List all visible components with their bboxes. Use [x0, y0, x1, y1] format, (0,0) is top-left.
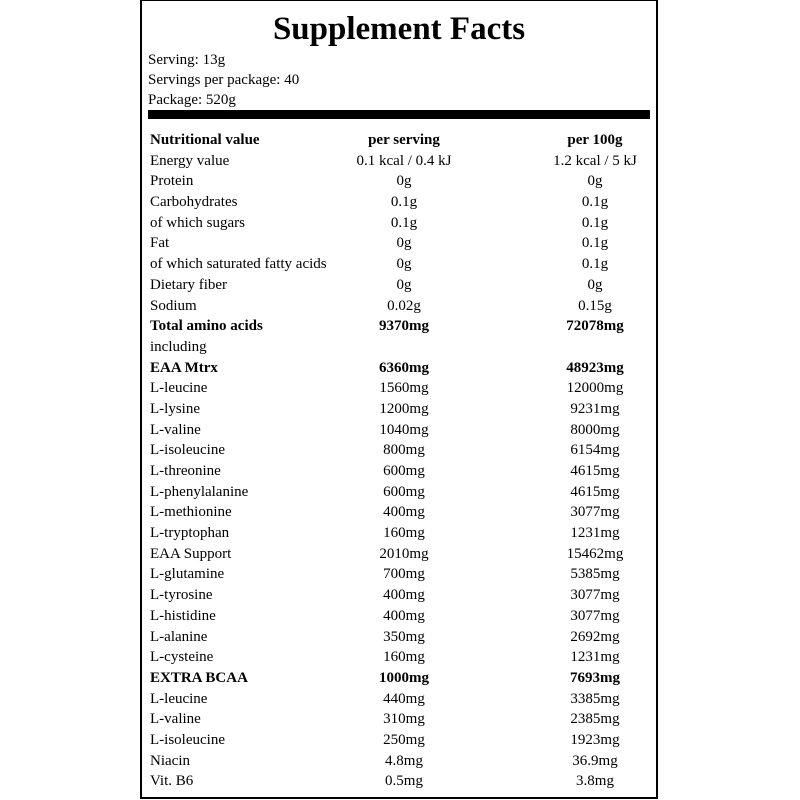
row-per-100g: 0g	[587, 276, 603, 293]
row-name: Protein	[150, 173, 194, 190]
row-per-serving: 0.5mg	[385, 773, 423, 790]
row-per-serving: 0.1 kcal / 0.4 kJ	[356, 152, 452, 169]
table-row	[150, 523, 650, 544]
row-per-serving: 0.1g	[390, 214, 418, 231]
row-name: L-valine	[150, 421, 201, 438]
table-row	[150, 420, 650, 441]
row-name: L-isoleucine	[150, 442, 225, 459]
row-per-100g: 48923mg	[566, 359, 624, 376]
row-name: Total amino acids	[150, 318, 263, 335]
table-row	[150, 151, 650, 172]
row-per-100g: 6154mg	[570, 442, 620, 459]
row-per-serving: 400mg	[383, 587, 425, 604]
row-per-serving: 2010mg	[379, 545, 429, 562]
row-name: Carbohydrates	[150, 194, 238, 211]
row-per-100g: 15462mg	[566, 545, 624, 562]
table-row	[150, 502, 650, 523]
row-name: L-leucine	[150, 690, 208, 707]
row-per-100g: 5385mg	[570, 566, 620, 583]
row-per-serving: 310mg	[383, 711, 425, 728]
row-per-serving: 4.8mg	[385, 752, 423, 769]
row-per-100g: 12000mg	[566, 380, 624, 397]
row-name: Dietary fiber	[150, 276, 228, 293]
row-per-100g: 0.15g	[578, 297, 612, 314]
table-row	[150, 358, 650, 379]
table-row	[150, 606, 650, 627]
row-name: L-tyrosine	[150, 587, 213, 604]
row-name: L-lysine	[150, 400, 200, 417]
row-name: EXTRA BCAA	[150, 669, 248, 686]
row-name: Fat	[150, 235, 170, 252]
table-row	[150, 233, 650, 254]
serving-info	[148, 50, 299, 110]
row-per-serving: 1200mg	[379, 400, 429, 417]
row-per-100g: 0.1g	[581, 256, 609, 273]
row-per-serving: 700mg	[383, 566, 425, 583]
table-row	[150, 337, 650, 358]
table-row	[150, 254, 650, 275]
row-name: L-cysteine	[150, 649, 214, 666]
row-per-serving: 1000mg	[379, 669, 429, 686]
row-per-serving: 0g	[396, 173, 412, 190]
row-per-serving: 1040mg	[379, 421, 429, 438]
row-per-100g: 0.1g	[581, 235, 609, 252]
serving-size: Serving: 13g	[148, 52, 226, 68]
row-name: of which sugars	[150, 214, 245, 231]
row-per-100g: 1.2 kcal / 5 kJ	[553, 152, 637, 169]
table-row	[150, 171, 650, 192]
table-row	[150, 564, 650, 585]
row-per-100g: 0.1g	[581, 214, 609, 231]
row-per-serving: 600mg	[383, 463, 425, 479]
row-per-100g: 72078mg	[566, 318, 624, 335]
row-per-serving: 400mg	[383, 607, 425, 624]
row-name: L-isoleucine	[150, 731, 225, 748]
table-row	[150, 399, 650, 420]
nutrition-table	[150, 130, 650, 792]
table-row	[150, 751, 650, 772]
table-row	[150, 192, 650, 213]
table-row	[150, 668, 650, 689]
row-per-100g: 3.8mg	[576, 773, 614, 790]
table-header	[150, 130, 650, 151]
row-per-100g: 4615mg	[570, 483, 620, 500]
header-per-100g: per 100g	[567, 132, 623, 148]
row-per-serving: 0g	[396, 256, 412, 273]
table-row	[150, 689, 650, 710]
row-per-100g: 1923mg	[570, 731, 620, 748]
row-per-serving: 440mg	[383, 690, 425, 707]
table-row	[150, 730, 650, 751]
table-row	[150, 316, 650, 337]
servings-per-package: Servings per package: 40	[148, 72, 300, 88]
divider-bar	[148, 110, 650, 119]
row-per-100g: 7693mg	[570, 669, 620, 686]
row-per-100g: 3077mg	[570, 587, 620, 604]
row-per-100g: 4615mg	[570, 463, 620, 479]
row-per-100g: 3077mg	[570, 504, 620, 521]
table-row	[150, 585, 650, 606]
row-per-100g: 3077mg	[570, 607, 620, 624]
row-per-serving: 6360mg	[379, 359, 429, 376]
table-row	[150, 647, 650, 668]
table-row	[150, 771, 650, 792]
row-per-100g: 8000mg	[570, 421, 620, 438]
row-per-serving: 9370mg	[379, 318, 429, 335]
row-per-serving: 0g	[396, 235, 412, 252]
table-row	[150, 627, 650, 648]
supplement-facts-panel	[140, 0, 658, 799]
row-name: L-histidine	[150, 607, 216, 624]
row-per-serving: 800mg	[383, 442, 425, 459]
table-row	[150, 296, 650, 317]
row-name: L-threonine	[150, 463, 221, 479]
row-per-serving: 350mg	[383, 628, 425, 645]
table-row	[150, 709, 650, 730]
row-per-100g: 36.9mg	[572, 752, 618, 769]
row-per-serving: 400mg	[383, 504, 425, 521]
header-per-serving: per serving	[368, 132, 440, 148]
row-name: Niacin	[150, 752, 190, 769]
row-per-serving: 0g	[396, 276, 412, 293]
row-name: Vit. B6	[150, 773, 194, 790]
row-name: Sodium	[150, 297, 197, 314]
row-per-serving: 0.02g	[387, 297, 421, 314]
row-per-serving: 0.1g	[390, 194, 418, 211]
table-row	[150, 482, 650, 503]
row-per-100g: 2692mg	[570, 628, 620, 645]
row-per-100g: 0g	[587, 173, 603, 190]
row-name: of which saturated fatty acids	[150, 256, 327, 273]
header-name: Nutritional value	[150, 132, 260, 148]
row-name: L-leucine	[150, 380, 208, 397]
page-title: Supplement Facts	[272, 11, 526, 47]
table-row	[150, 461, 650, 482]
row-name: L-methionine	[150, 504, 232, 521]
row-name: L-phenylalanine	[150, 483, 249, 500]
package-size: Package: 520g	[148, 92, 236, 108]
row-per-100g: 2385mg	[570, 711, 620, 728]
row-name: Energy value	[150, 152, 230, 169]
row-name: L-alanine	[150, 628, 208, 645]
row-per-100g: 1231mg	[570, 649, 620, 666]
table-row	[150, 213, 650, 234]
row-name: L-valine	[150, 711, 201, 728]
row-per-serving: 600mg	[383, 483, 425, 500]
row-per-serving: 160mg	[383, 649, 425, 666]
row-name: including	[150, 338, 207, 355]
row-per-100g: 0.1g	[581, 194, 609, 211]
table-row	[150, 275, 650, 296]
row-per-serving: 1560mg	[379, 380, 429, 397]
row-name: L-tryptophan	[150, 525, 230, 542]
row-per-100g: 3385mg	[570, 690, 620, 707]
row-name: L-glutamine	[150, 566, 225, 583]
row-per-serving: 160mg	[383, 525, 425, 542]
row-name: EAA Support	[150, 545, 232, 562]
row-name: EAA Mtrx	[150, 359, 218, 376]
row-per-100g: 9231mg	[570, 400, 620, 417]
table-row	[150, 378, 650, 399]
row-per-100g: 1231mg	[570, 525, 620, 542]
table-row	[150, 440, 650, 461]
row-per-serving: 250mg	[383, 731, 425, 748]
table-row	[150, 544, 650, 565]
